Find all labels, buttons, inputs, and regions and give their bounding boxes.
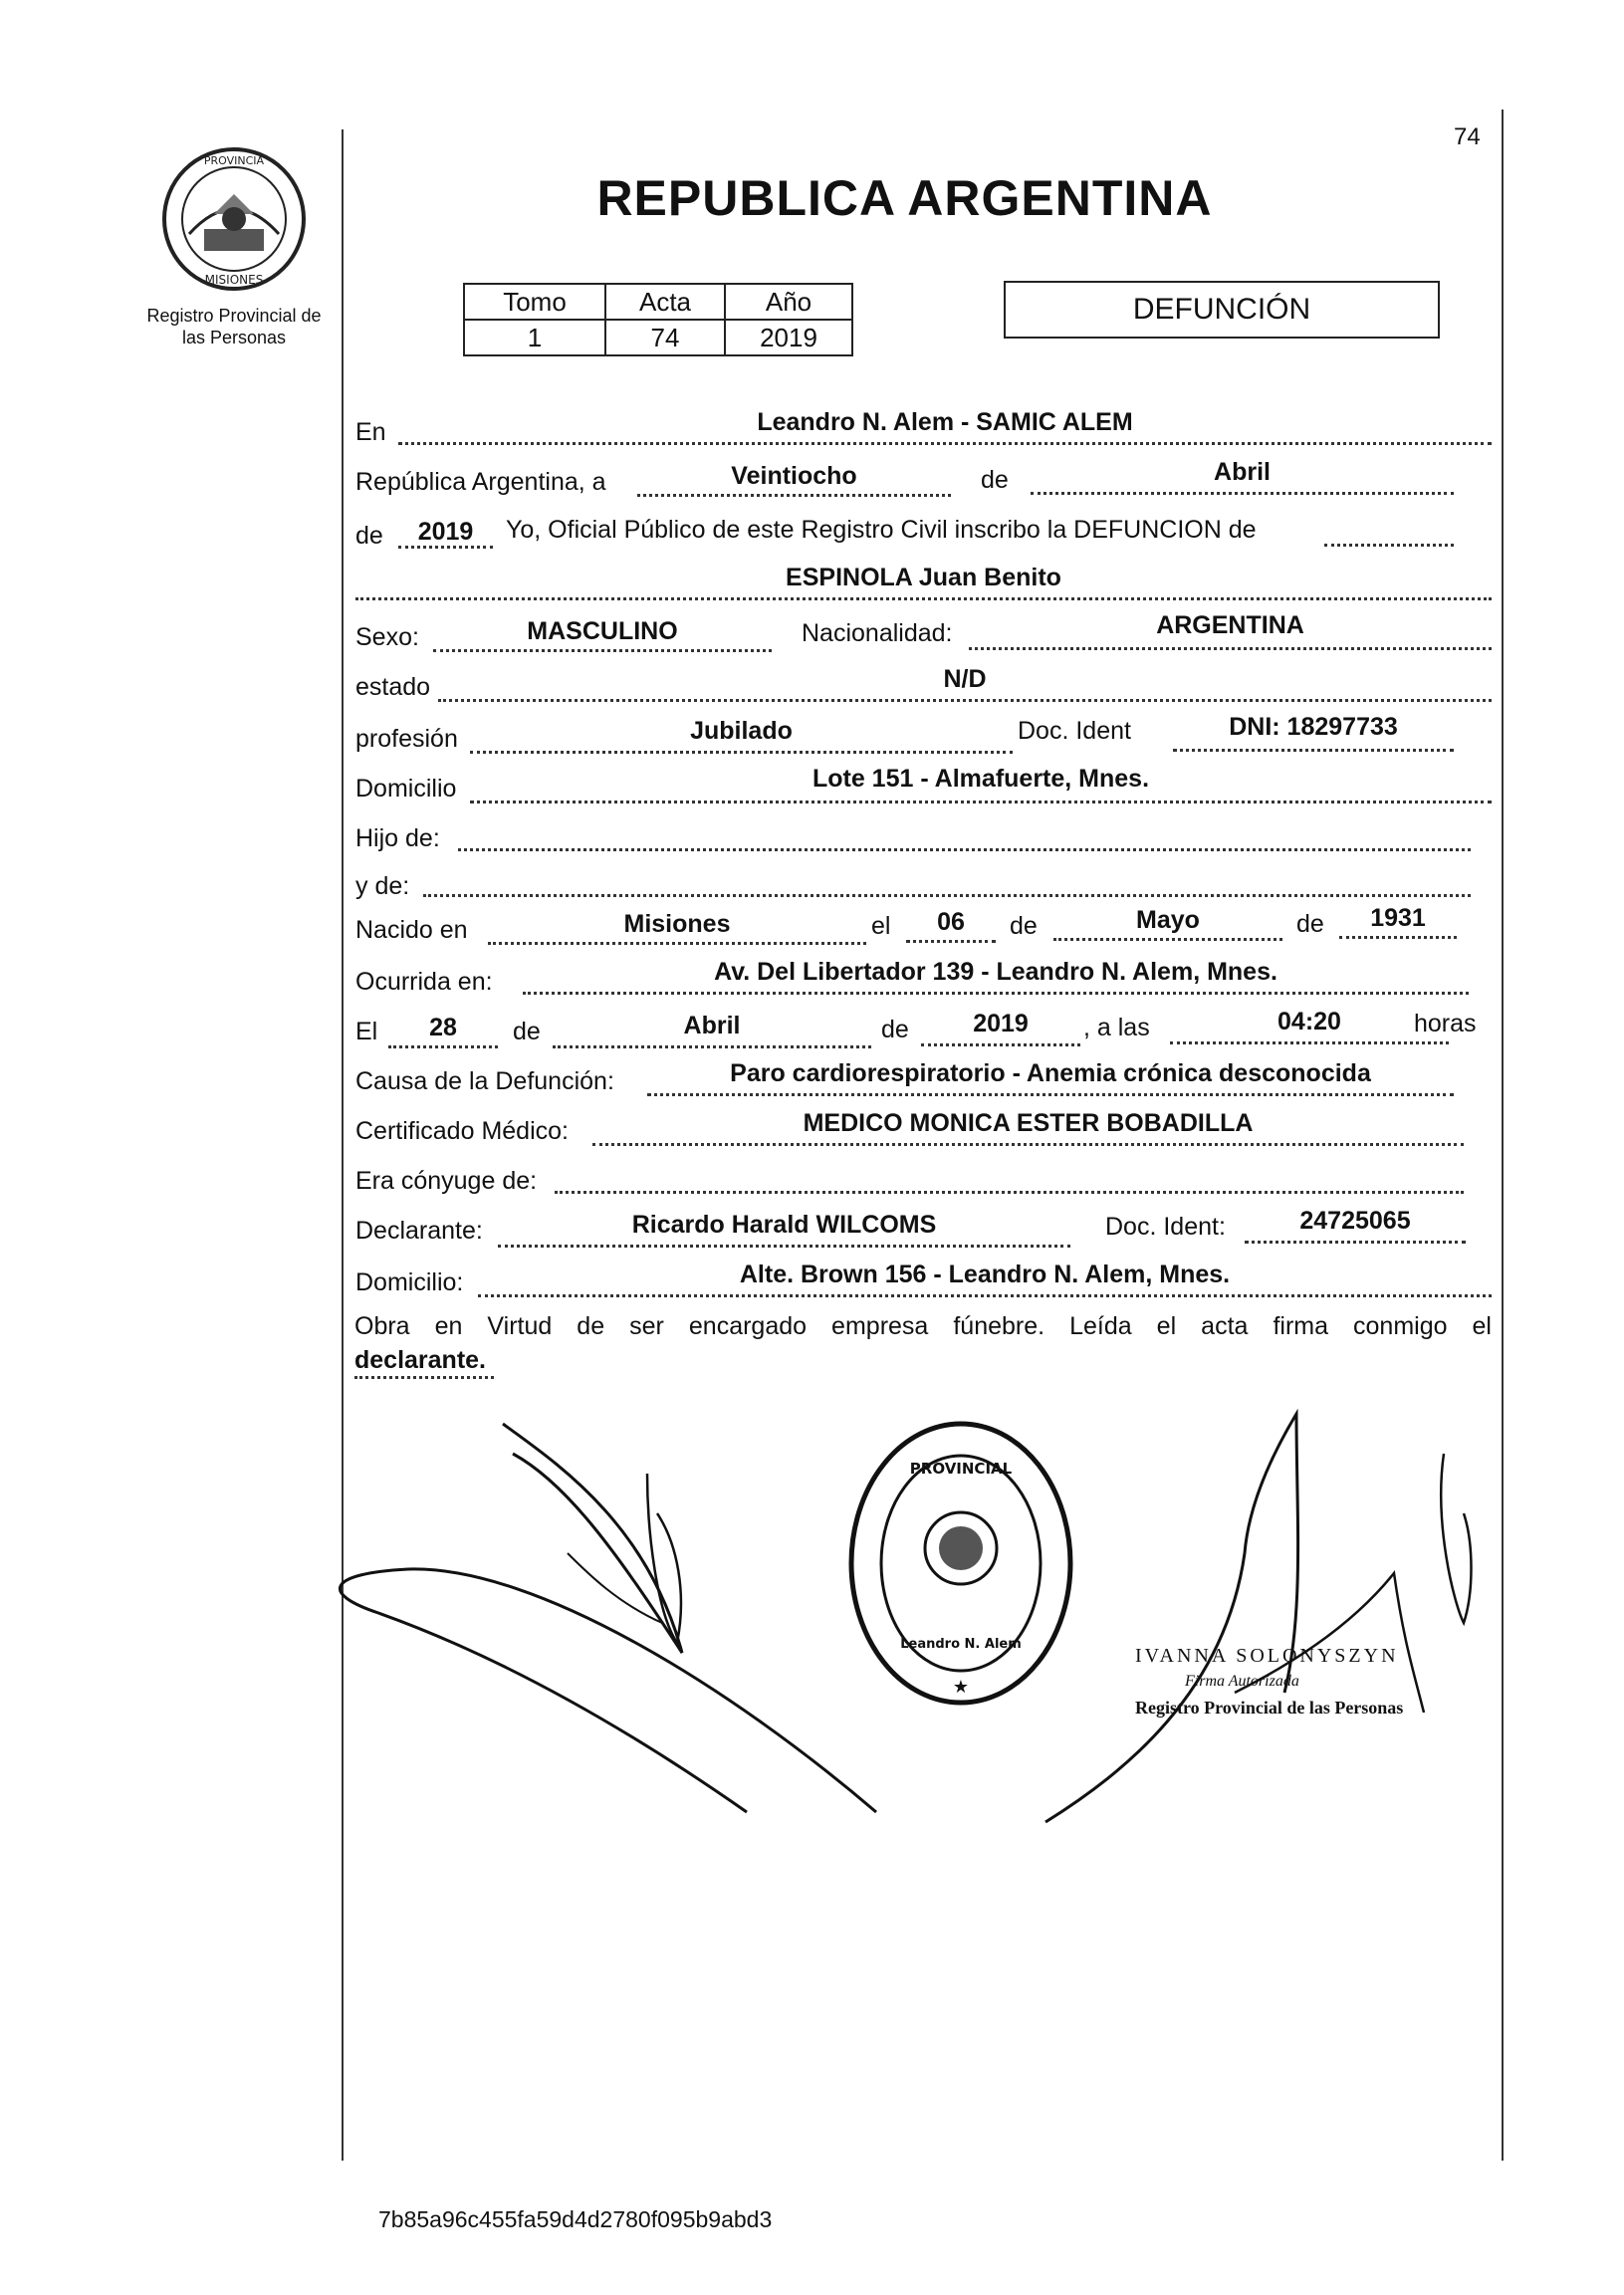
acta-value-anio: 2019 — [725, 320, 852, 355]
hora-value: 04:20 — [1277, 1008, 1341, 1035]
domicilio-dotted-line — [470, 801, 1492, 803]
svg-text:PROVINCIAL: PROVINCIAL — [909, 1460, 1013, 1478]
signer-org: Registro Provincial de las Personas — [1135, 1698, 1404, 1718]
svg-text:MISIONES: MISIONES — [204, 273, 264, 287]
def-dia-dotted-line — [388, 1045, 498, 1048]
nac-mes-value: Mayo — [1136, 906, 1200, 934]
signer-role: Firma Autorizada — [1185, 1673, 1299, 1690]
decl-dom-label: Domicilio: — [355, 1268, 464, 1296]
el2-label: El — [355, 1018, 378, 1045]
sexo-value: MASCULINO — [527, 617, 678, 645]
causa-value: Paro cardiorespiratorio - Anemia crónica desconocida — [730, 1059, 1371, 1087]
nac-dia-dotted-line — [906, 940, 996, 943]
acta-value-acta: 74 — [605, 320, 725, 355]
en-dotted-line — [398, 442, 1492, 445]
right-margin-line — [1502, 110, 1504, 2161]
estado-dotted-line — [438, 699, 1492, 702]
causa-label: Causa de la Defunción: — [355, 1067, 614, 1095]
conyuge-dotted-line — [555, 1191, 1464, 1194]
mes-value: Abril — [1214, 458, 1271, 486]
de2-label: de — [355, 522, 383, 550]
anio-value: 2019 — [417, 518, 474, 546]
nacido-label: Nacido en — [355, 916, 468, 944]
causa-dotted-line — [647, 1093, 1454, 1096]
acta-header-anio: Año — [725, 284, 852, 320]
def-anio-value: 2019 — [973, 1010, 1029, 1037]
nacido-dotted-line — [488, 942, 866, 945]
def-anio-dotted-line — [921, 1043, 1080, 1046]
def-dia-value: 28 — [429, 1014, 457, 1041]
doc-label: Doc. Ident — [1018, 717, 1131, 745]
def-de2-label: de — [881, 1016, 909, 1043]
de-label: de — [981, 466, 1009, 494]
acta-value-tomo: 1 — [464, 320, 605, 355]
horas-label: horas — [1414, 1010, 1477, 1037]
nacido-value: Misiones — [623, 910, 731, 938]
nac-mes-dotted-line — [1053, 938, 1282, 941]
obra-text-line-2: declarante. — [354, 1346, 487, 1374]
certificado-value: MEDICO MONICA ESTER BOBADILLA — [803, 1109, 1254, 1137]
doc-dotted-line — [1173, 749, 1454, 752]
obra-underline — [354, 1376, 494, 1379]
record-type-box: DEFUNCIÓN — [1004, 281, 1440, 339]
svg-text:PROVINCIA: PROVINCIA — [203, 154, 265, 167]
alas-label: , a las — [1083, 1014, 1150, 1041]
nombre-dotted-line — [355, 597, 1492, 600]
domicilio-label: Domicilio — [355, 775, 457, 803]
hora-dotted-line — [1170, 1041, 1449, 1044]
declarante-dotted-line — [498, 1245, 1070, 1248]
acta-table — [463, 283, 853, 356]
en-value: Leandro N. Alem - SAMIC ALEM — [757, 408, 1133, 436]
hijo-dotted-line — [458, 848, 1471, 851]
decl-doc-dotted-line — [1245, 1241, 1466, 1244]
sexo-label: Sexo: — [355, 623, 419, 651]
def-mes-dotted-line — [553, 1045, 871, 1048]
declarante-label: Declarante: — [355, 1217, 483, 1245]
def-de-label: de — [513, 1018, 541, 1045]
decl-dom-dotted-line — [478, 1294, 1492, 1297]
acta-header-tomo: Tomo — [464, 284, 605, 320]
en-label: En — [355, 418, 386, 446]
conyuge-label: Era cónyuge de: — [355, 1167, 538, 1195]
official-signature — [1036, 1394, 1494, 1852]
acta-header-acta: Acta — [605, 284, 725, 320]
yde-label: y de: — [355, 872, 410, 900]
republica-label: República Argentina, a — [355, 468, 606, 496]
decl-doc-value: 24725065 — [1299, 1207, 1411, 1235]
nacionalidad-dotted-line — [969, 647, 1492, 650]
nacionalidad-label: Nacionalidad: — [802, 619, 953, 647]
oficial-dotted-line — [1324, 544, 1454, 547]
document-hash: 7b85a96c455fa59d4d2780f095b9abd3 — [378, 2206, 773, 2232]
def-mes-value: Abril — [683, 1012, 741, 1039]
nac-anio-dotted-line — [1339, 936, 1457, 939]
obra-text-line-1: Obra en Virtud de ser encargado empresa fúnebre. Leída el acta firma conmigo el — [354, 1312, 1492, 1340]
dia-dotted-line — [637, 494, 951, 497]
profesion-label: profesión — [355, 725, 458, 753]
certificado-label: Certificado Médico: — [355, 1117, 569, 1145]
title-text: REPUBLICA ARGENTINA — [596, 170, 1213, 226]
estado-label: estado — [355, 673, 431, 701]
certificado-dotted-line — [592, 1143, 1464, 1146]
nac-de2-label: de — [1296, 910, 1324, 938]
hijo-label: Hijo de: — [355, 824, 440, 852]
mes-dotted-line — [1031, 492, 1454, 495]
acta-table-header-row — [464, 284, 852, 320]
svg-text:Leandro N. Alem: Leandro N. Alem — [900, 1637, 1022, 1652]
dia-value: Veintiocho — [731, 462, 857, 490]
acta-table-value-row — [464, 320, 852, 355]
estado-value: N/D — [943, 665, 987, 693]
oficial-text: Yo, Oficial Público de este Registro Civil inscribo la DEFUNCION de — [506, 516, 1257, 544]
signature-stamp — [1135, 1643, 1403, 1721]
page-number: 74 — [1454, 123, 1481, 150]
el-label: el — [871, 912, 891, 940]
declarante-value: Ricardo Harald WILCOMS — [631, 1211, 937, 1239]
ocurrida-value: Av. Del Libertador 139 - Leandro N. Alem, Mnes. — [714, 958, 1277, 986]
decl-dom-value: Alte. Brown 156 - Leandro N. Alem, Mnes. — [739, 1261, 1231, 1288]
ocurrida-label: Ocurrida en: — [355, 968, 493, 996]
nac-dia-value: 06 — [937, 908, 965, 936]
profesion-value: Jubilado — [690, 717, 793, 745]
registry-name — [134, 305, 334, 348]
left-margin-line — [342, 129, 344, 2161]
profesion-dotted-line — [470, 751, 1013, 754]
signer-name: IVANNA SOLONYSZYN — [1135, 1645, 1399, 1667]
nacionalidad-value: ARGENTINA — [1156, 611, 1304, 639]
deceased-name-value: ESPINOLA Juan Benito — [786, 564, 1061, 591]
nac-de-label: de — [1010, 912, 1038, 940]
registry-line-2: las Personas — [181, 328, 287, 347]
page-title — [0, 169, 1624, 227]
decl-doc-label: Doc. Ident: — [1105, 1213, 1226, 1241]
doc-value: DNI: 18297733 — [1229, 713, 1398, 741]
yde-dotted-line — [423, 894, 1471, 897]
domicilio-value: Lote 151 - Almafuerte, Mnes. — [812, 765, 1150, 793]
nac-anio-value: 1931 — [1370, 904, 1426, 932]
registry-line-1: Registro Provincial de — [146, 306, 322, 326]
declarante-signature — [319, 1394, 916, 1852]
sexo-dotted-line — [433, 649, 772, 652]
svg-text:★: ★ — [952, 1677, 970, 1698]
ocurrida-dotted-line — [523, 992, 1469, 995]
